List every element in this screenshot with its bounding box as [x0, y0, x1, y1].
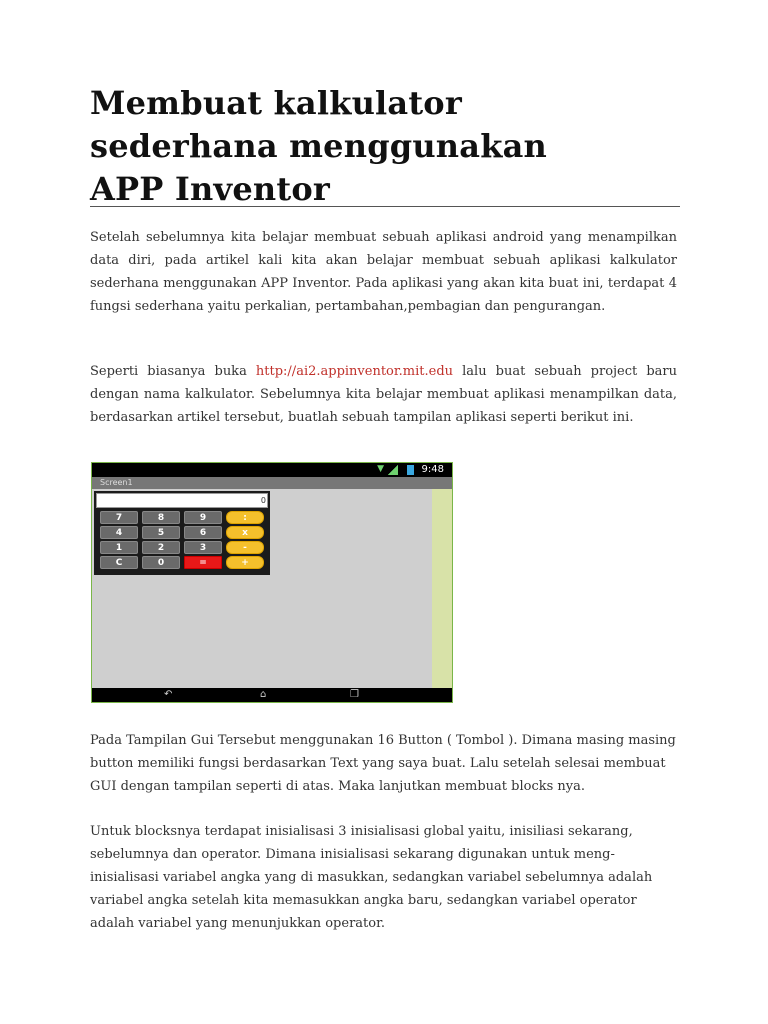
- wifi-icon: ▼: [377, 464, 384, 474]
- keypad: [100, 511, 268, 569]
- screen-title-bar: Screen1: [92, 477, 452, 489]
- battery-icon: [407, 465, 414, 475]
- key-2: 2: [142, 541, 180, 554]
- key-minus: -: [226, 541, 264, 554]
- key-equals: =: [184, 556, 222, 569]
- title-line-3: APP Inventor: [90, 170, 330, 208]
- phone-screen: [92, 463, 452, 702]
- screen-side-panel: [432, 489, 452, 688]
- key-9: 9: [184, 511, 222, 524]
- android-nav-bar: [92, 688, 452, 702]
- paragraph-gui-description: Pada Tampilan Gui Tersebut menggunakan 16 Button ( Tombol ). Dimana masing masing button memiliki fungsi berdasarkan Text yang saya buat. Lalu setelah selesai membuat GUI dengan tampilan seperti di atas. Maka lanjutkan membuat blocks nya.: [90, 733, 676, 794]
- paragraph-instructions-end: lalu buat sebuah project baru dengan nama kalkulator. Sebelumnya kita belajar membuat aplikasi menampilkan data, berdasarkan artikel tersebut, buatlah sebuah tampilan aplikasi seperti berikut ini.: [90, 364, 677, 425]
- paragraph-intro: Setelah sebelumnya kita belajar membuat sebuah aplikasi android yang menampilkan data diri, pada artikel kali kita akan belajar membuat sebuah aplikasi kalkulator sederhana menggunakan APP Inventor. Pada aplikasi yang akan kita buat ini, terdapat 4 fungsi sederhana yaitu perkalian, pertambahan,pembagian dan pengurangan.: [90, 230, 677, 314]
- key-7: 7: [100, 511, 138, 524]
- status-time: 9:48: [421, 464, 444, 475]
- status-bar: [92, 463, 452, 477]
- key-1: 1: [100, 541, 138, 554]
- title-line-2: sederhana menggunakan: [90, 127, 547, 165]
- signal-icon: [388, 465, 398, 475]
- key-4: 4: [100, 526, 138, 539]
- calculator-panel: [94, 491, 270, 575]
- title-divider: [90, 206, 680, 207]
- home-icon: ⌂: [260, 689, 267, 700]
- key-3: 3: [184, 541, 222, 554]
- title-line-1: Membuat kalkulator: [90, 84, 462, 122]
- paragraph-instructions-start: Seperti biasanya buka: [90, 364, 256, 379]
- calculator-screenshot: [91, 462, 453, 703]
- recent-apps-icon: ❐: [350, 689, 359, 700]
- key-clear: C: [100, 556, 138, 569]
- key-5: 5: [142, 526, 180, 539]
- key-plus: +: [226, 556, 264, 569]
- key-divide: :: [226, 511, 264, 524]
- page-title: [90, 82, 680, 211]
- paragraph-blocks-description: Untuk blocksnya terdapat inisialisasi 3 inisialisasi global yaitu, inisiliasi sekarang, sebelumnya dan operator. Dimana inisialisasi sekarang digunakan untuk meng-inisialisasi variabel angka yang di masukkan, sedangkan variabel sebelumnya adalah variabel angka setelah kita memasukkan angka baru, sedangkan variabel operator adalah variabel yang menunjukkan operator.: [90, 824, 653, 931]
- key-0: 0: [142, 556, 180, 569]
- calculator-display: 0: [96, 493, 268, 508]
- appinventor-link[interactable]: http://ai2.appinventor.mit.edu: [255, 364, 454, 379]
- back-icon: ↶: [164, 689, 173, 700]
- key-multiply: x: [226, 526, 264, 539]
- key-8: 8: [142, 511, 180, 524]
- paragraph-instructions: [90, 360, 677, 429]
- key-6: 6: [184, 526, 222, 539]
